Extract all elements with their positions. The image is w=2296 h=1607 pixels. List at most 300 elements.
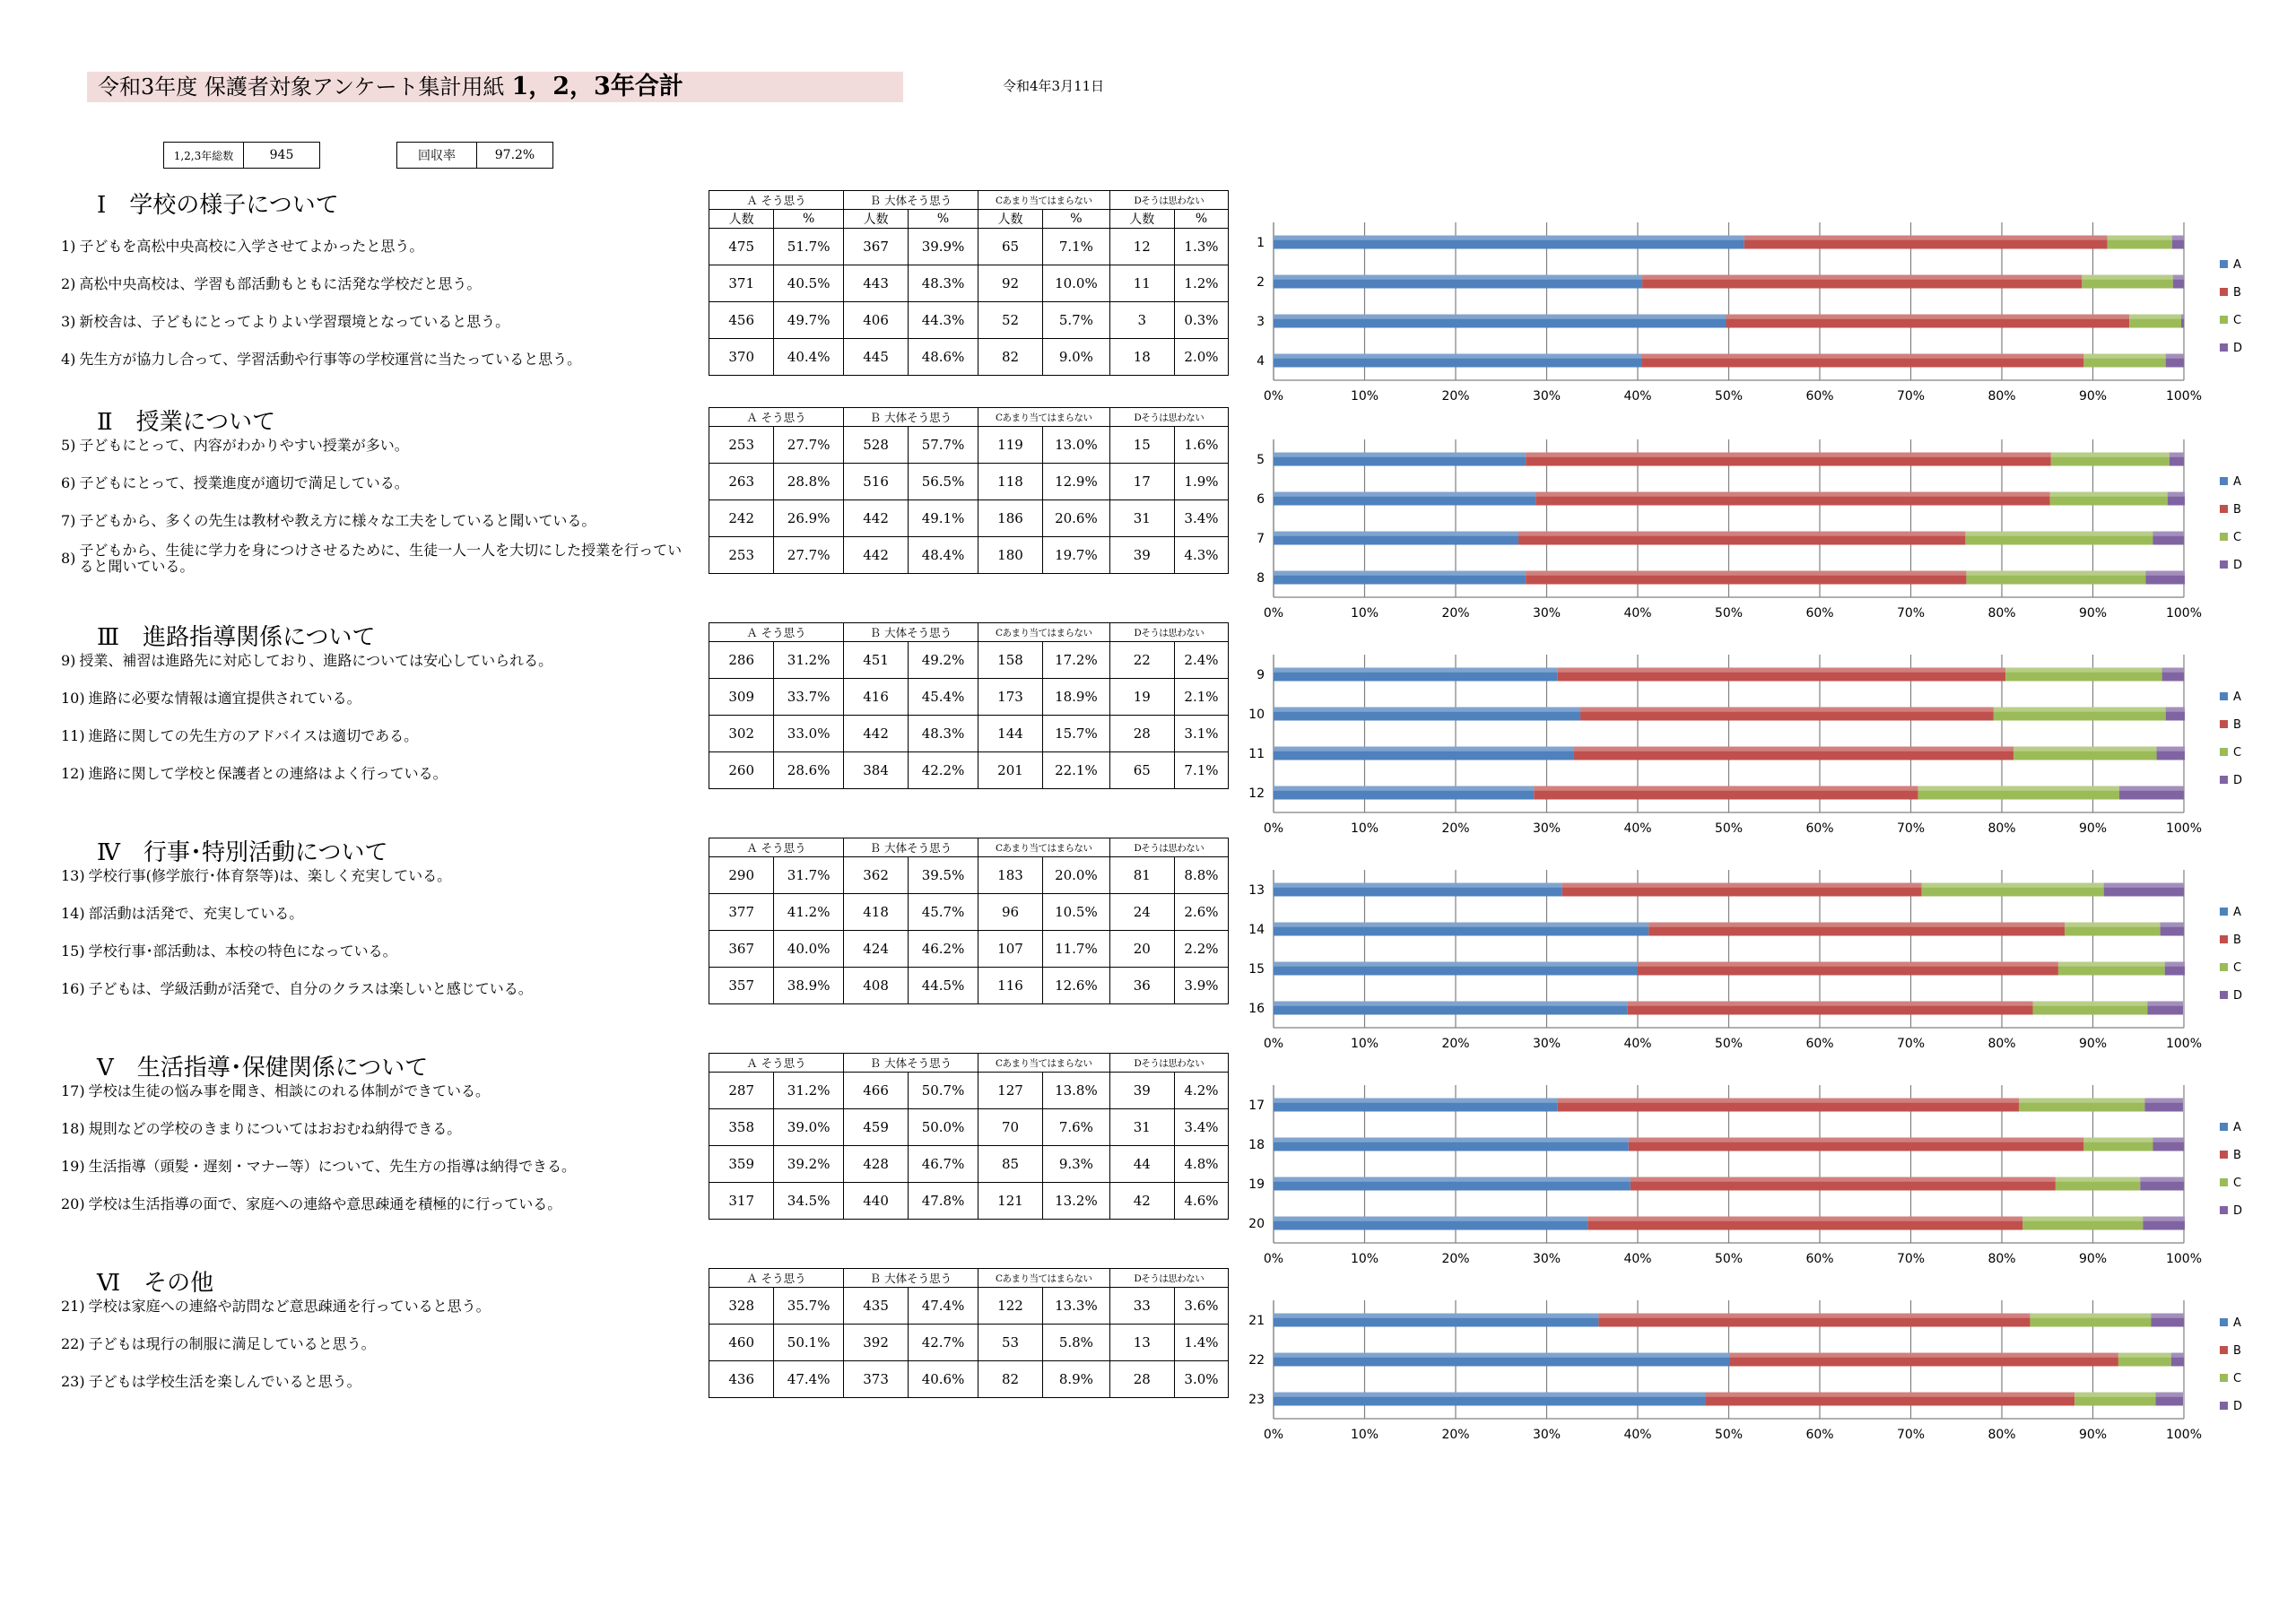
question-number: 16) bbox=[61, 980, 85, 997]
title-grades: 1，2，3年合計 bbox=[511, 73, 683, 100]
bar-highlight bbox=[2144, 1099, 2183, 1103]
bar-highlight bbox=[2147, 1002, 2183, 1006]
question-item bbox=[61, 857, 689, 895]
results-table bbox=[709, 407, 1229, 574]
question-number: 13) bbox=[61, 867, 85, 884]
bar-highlight bbox=[2108, 236, 2172, 240]
y-category-label: 5 bbox=[1257, 453, 1265, 467]
x-tick-label: 50% bbox=[1714, 1037, 1744, 1051]
x-tick-label: 20% bbox=[1441, 1428, 1470, 1442]
x-tick-label: 10% bbox=[1350, 1252, 1379, 1266]
bar-highlight bbox=[1918, 786, 2119, 791]
table-cell: 50.7% bbox=[909, 1073, 978, 1109]
header-a: Ａ そう思う bbox=[709, 1269, 844, 1288]
x-tick-label: 20% bbox=[1441, 1037, 1470, 1051]
table-row bbox=[709, 339, 1229, 376]
question-item bbox=[61, 1325, 689, 1363]
table-cell: 3 bbox=[1109, 302, 1174, 339]
question-text: 子どもにとって、内容がわかりやすい授業が多い。 bbox=[79, 437, 409, 454]
bar-highlight bbox=[1274, 275, 1642, 280]
legend-swatch-d bbox=[2220, 991, 2228, 999]
table-cell: 362 bbox=[843, 857, 908, 894]
bar-highlight bbox=[2140, 1177, 2184, 1182]
table-cell: 260 bbox=[709, 752, 774, 789]
bar-highlight bbox=[1274, 923, 1648, 927]
question-item bbox=[61, 265, 689, 303]
table-cell: 35.7% bbox=[774, 1288, 844, 1325]
stacked-bar-chart bbox=[1247, 861, 2243, 1064]
table-row bbox=[709, 265, 1229, 302]
table-cell: 122 bbox=[978, 1288, 1042, 1325]
bar-highlight bbox=[1994, 708, 2166, 712]
legend-label: D bbox=[2233, 774, 2243, 787]
bar-highlight bbox=[2033, 1002, 2148, 1006]
question-number: 6) bbox=[61, 474, 76, 491]
question-item bbox=[61, 228, 689, 265]
header-a: Ａ そう思う bbox=[709, 408, 844, 427]
bar-highlight bbox=[1274, 532, 1518, 536]
legend-swatch-a bbox=[2220, 260, 2228, 268]
bar-highlight bbox=[2013, 747, 2156, 751]
table-cell: 2.0% bbox=[1174, 339, 1228, 376]
table-cell: 2.6% bbox=[1174, 894, 1228, 931]
y-category-label: 20 bbox=[1248, 1217, 1265, 1231]
table-cell: 39.0% bbox=[774, 1109, 844, 1146]
question-text: 規則などの学校のきまりについてはおおむね納得できる。 bbox=[88, 1120, 462, 1137]
table-cell: 183 bbox=[978, 857, 1042, 894]
bar-highlight bbox=[1648, 923, 2065, 927]
pct-header: % bbox=[1174, 210, 1228, 229]
y-category-label: 10 bbox=[1248, 708, 1265, 722]
x-tick-label: 40% bbox=[1623, 1252, 1652, 1266]
bar-highlight bbox=[1922, 883, 2104, 888]
table-cell: 17 bbox=[1109, 464, 1174, 500]
table-cell: 26.9% bbox=[774, 500, 844, 537]
x-tick-label: 60% bbox=[1805, 606, 1834, 621]
question-number: 2) bbox=[61, 275, 76, 292]
pct-header: % bbox=[1043, 210, 1109, 229]
y-category-label: 21 bbox=[1248, 1314, 1265, 1328]
question-text: 授業、補習は進路先に対応しており、進路については安心していられる。 bbox=[79, 652, 553, 669]
header-b: Ｂ 大体そう思う bbox=[843, 838, 978, 857]
x-tick-label: 60% bbox=[1805, 1037, 1834, 1051]
table-cell: 436 bbox=[709, 1361, 774, 1398]
bar-highlight bbox=[1274, 962, 1638, 967]
y-category-label: 1 bbox=[1257, 236, 1265, 250]
page-title bbox=[87, 72, 903, 102]
table-cell: 31.2% bbox=[774, 1073, 844, 1109]
table-cell: 1.3% bbox=[1174, 229, 1228, 265]
bar-highlight bbox=[2104, 883, 2184, 888]
bar-highlight bbox=[1274, 883, 1562, 888]
table-cell: 253 bbox=[709, 427, 774, 464]
bar-highlight bbox=[2143, 1217, 2185, 1221]
bar-highlight bbox=[1274, 315, 1726, 319]
table-cell: 40.4% bbox=[774, 339, 844, 376]
table-cell: 57.7% bbox=[909, 427, 978, 464]
table-cell: 475 bbox=[709, 229, 774, 265]
legend-label: B bbox=[2233, 718, 2241, 732]
table-cell: 377 bbox=[709, 894, 774, 931]
header-row bbox=[709, 191, 1229, 210]
bar-highlight bbox=[2005, 668, 2162, 673]
x-tick-label: 40% bbox=[1623, 821, 1652, 836]
x-tick-label: 80% bbox=[1987, 606, 2016, 621]
table-cell: 19 bbox=[1109, 679, 1174, 716]
x-tick-label: 70% bbox=[1896, 1252, 1926, 1266]
pct-header: % bbox=[909, 210, 978, 229]
y-category-label: 17 bbox=[1248, 1099, 1265, 1113]
table-row bbox=[709, 679, 1229, 716]
table-cell: 22 bbox=[1109, 642, 1174, 679]
bar-highlight bbox=[2165, 962, 2185, 967]
bar-highlight bbox=[1558, 1099, 2020, 1103]
bar-highlight bbox=[1274, 1353, 1730, 1358]
table-cell: 2.4% bbox=[1174, 642, 1228, 679]
legend-swatch-c bbox=[2220, 1374, 2228, 1382]
x-tick-label: 70% bbox=[1896, 606, 1926, 621]
table-cell: 442 bbox=[843, 537, 908, 574]
x-tick-label: 0% bbox=[1263, 389, 1284, 404]
table-cell: 39.5% bbox=[909, 857, 978, 894]
bar-highlight bbox=[2074, 1393, 2155, 1397]
question-item bbox=[61, 642, 689, 680]
x-tick-label: 100% bbox=[2165, 389, 2203, 404]
legend-swatch-a bbox=[2220, 908, 2228, 916]
table-cell: 15 bbox=[1109, 427, 1174, 464]
question-text: 子どもは学校生活を楽しんでいると思う。 bbox=[88, 1373, 361, 1390]
bar-highlight bbox=[1274, 236, 1744, 240]
bar-highlight bbox=[1526, 453, 2051, 457]
bar-highlight bbox=[1631, 1177, 2056, 1182]
table-cell: 116 bbox=[978, 968, 1042, 1004]
x-tick-label: 90% bbox=[2078, 1428, 2108, 1442]
question-text: 進路に必要な情報は適宜提供されている。 bbox=[88, 690, 361, 707]
x-tick-label: 10% bbox=[1350, 821, 1379, 836]
table-cell: 359 bbox=[709, 1146, 774, 1183]
bar-highlight bbox=[2118, 1353, 2171, 1358]
stacked-bar-chart bbox=[1247, 1076, 2243, 1279]
count-header: 人数 bbox=[843, 210, 908, 229]
question-number: 11) bbox=[61, 727, 85, 744]
bar-highlight bbox=[1526, 571, 1966, 576]
x-tick-label: 10% bbox=[1350, 1428, 1379, 1442]
table-cell: 456 bbox=[709, 302, 774, 339]
table-cell: 46.7% bbox=[909, 1146, 978, 1183]
table-row bbox=[709, 464, 1229, 500]
table-row bbox=[709, 1183, 1229, 1220]
question-text: 子どもから、生徒に学力を身につけさせるために、生徒一人一人を大切にした授業を行っていると聞いている。 bbox=[79, 542, 683, 575]
table-cell: 18 bbox=[1109, 339, 1174, 376]
table-cell: 51.7% bbox=[774, 229, 844, 265]
bar-highlight bbox=[1642, 275, 2082, 280]
question-item bbox=[61, 755, 689, 793]
bar-highlight bbox=[2129, 315, 2181, 319]
bar-highlight bbox=[1580, 708, 1994, 712]
question-number: 19) bbox=[61, 1158, 85, 1175]
header-c: Cあまり当てはまらない bbox=[978, 191, 1109, 210]
y-category-label: 23 bbox=[1248, 1393, 1265, 1407]
x-tick-label: 0% bbox=[1263, 1252, 1284, 1266]
x-tick-label: 50% bbox=[1714, 1428, 1744, 1442]
table-cell: 40.6% bbox=[909, 1361, 978, 1398]
legend-swatch-a bbox=[2220, 692, 2228, 700]
table-cell: 39.9% bbox=[909, 229, 978, 265]
y-category-label: 2 bbox=[1257, 275, 1265, 290]
x-tick-label: 90% bbox=[2078, 1252, 2108, 1266]
stacked-bar-chart bbox=[1247, 1291, 2243, 1455]
table-cell: 65 bbox=[1109, 752, 1174, 789]
table-cell: 0.3% bbox=[1174, 302, 1228, 339]
table-cell: 201 bbox=[978, 752, 1042, 789]
results-table bbox=[709, 622, 1229, 789]
legend-label: C bbox=[2233, 1177, 2242, 1190]
bar-highlight bbox=[1628, 1002, 2033, 1006]
table-row bbox=[709, 1109, 1229, 1146]
bar-highlight bbox=[1274, 1002, 1628, 1006]
x-tick-label: 0% bbox=[1263, 1037, 1284, 1051]
y-category-label: 22 bbox=[1248, 1353, 1265, 1368]
legend-swatch-b bbox=[2220, 1346, 2228, 1354]
table-row bbox=[709, 1146, 1229, 1183]
header-row bbox=[709, 1054, 1229, 1073]
header-row bbox=[709, 1269, 1229, 1288]
table-cell: 1.2% bbox=[1174, 265, 1228, 302]
bar-highlight bbox=[1638, 962, 2058, 967]
table-cell: 48.6% bbox=[909, 339, 978, 376]
table-cell: 13.2% bbox=[1043, 1183, 1109, 1220]
table-cell: 33.7% bbox=[774, 679, 844, 716]
pct-header: % bbox=[774, 210, 844, 229]
table-cell: 42 bbox=[1109, 1183, 1174, 1220]
question-text: 進路に関して学校と保護者との連絡はよく行っている。 bbox=[88, 765, 448, 782]
count-header: 人数 bbox=[978, 210, 1042, 229]
bar-highlight bbox=[2051, 453, 2170, 457]
legend-label: D bbox=[2233, 989, 2243, 1003]
table-cell: 121 bbox=[978, 1183, 1042, 1220]
table-cell: 82 bbox=[978, 1361, 1042, 1398]
table-cell: 12 bbox=[1109, 229, 1174, 265]
table-cell: 367 bbox=[709, 931, 774, 968]
x-tick-label: 100% bbox=[2165, 1428, 2203, 1442]
table-cell: 49.7% bbox=[774, 302, 844, 339]
section-title: Ⅵ その他 bbox=[97, 1270, 214, 1297]
y-category-label: 19 bbox=[1248, 1177, 1265, 1192]
section-title: Ⅳ 行事･特別活動について bbox=[97, 839, 388, 866]
bar-highlight bbox=[2019, 1099, 2144, 1103]
x-tick-label: 70% bbox=[1896, 389, 1926, 404]
question-item bbox=[61, 1363, 689, 1401]
total-count-box bbox=[163, 142, 320, 169]
table-cell: 52 bbox=[978, 302, 1042, 339]
x-tick-label: 100% bbox=[2165, 1037, 2203, 1051]
x-tick-label: 70% bbox=[1896, 1037, 1926, 1051]
table-cell: 290 bbox=[709, 857, 774, 894]
bar-highlight bbox=[2119, 786, 2184, 791]
question-text: 子どもを高松中央高校に入学させてよかったと思う。 bbox=[79, 238, 424, 255]
legend-swatch-b bbox=[2220, 935, 2228, 943]
total-count-label: 1,2,3年総数 bbox=[164, 143, 244, 168]
table-cell: 1.4% bbox=[1174, 1325, 1228, 1361]
table-cell: 49.2% bbox=[909, 642, 978, 679]
header-a: Ａ そう思う bbox=[709, 191, 844, 210]
x-tick-label: 30% bbox=[1532, 1428, 1561, 1442]
question-text: 部活動は活発で、充実している。 bbox=[88, 905, 304, 922]
table-cell: 144 bbox=[978, 716, 1042, 752]
header-c: Cあまり当てはまらない bbox=[978, 408, 1109, 427]
question-number: 7) bbox=[61, 512, 76, 529]
table-cell: 408 bbox=[843, 968, 908, 1004]
table-cell: 442 bbox=[843, 716, 908, 752]
table-cell: 1.6% bbox=[1174, 427, 1228, 464]
legend-swatch-c bbox=[2220, 748, 2228, 756]
legend-label: B bbox=[2233, 1149, 2241, 1162]
table-row bbox=[709, 1288, 1229, 1325]
bar-highlight bbox=[2166, 708, 2185, 712]
table-cell: 370 bbox=[709, 339, 774, 376]
response-rate-label: 回収率 bbox=[397, 143, 477, 168]
question-item bbox=[61, 1073, 689, 1110]
table-cell: 3.4% bbox=[1174, 1109, 1228, 1146]
legend-swatch-c bbox=[2220, 316, 2228, 324]
x-tick-label: 90% bbox=[2078, 1037, 2108, 1051]
question-text: 子どもは、学級活動が活発で、自分のクラスは楽しいと感じている。 bbox=[88, 980, 533, 997]
bar-highlight bbox=[2083, 1138, 2152, 1142]
x-tick-label: 90% bbox=[2078, 389, 2108, 404]
table-cell: 31.2% bbox=[774, 642, 844, 679]
results-table bbox=[709, 1053, 1229, 1220]
table-cell: 48.3% bbox=[909, 716, 978, 752]
question-number: 14) bbox=[61, 905, 85, 922]
x-tick-label: 80% bbox=[1987, 1252, 2016, 1266]
table-cell: 42.2% bbox=[909, 752, 978, 789]
table-cell: 65 bbox=[978, 229, 1042, 265]
table-cell: 357 bbox=[709, 968, 774, 1004]
table-cell: 253 bbox=[709, 537, 774, 574]
table-cell: 28 bbox=[1109, 716, 1174, 752]
bar-highlight bbox=[1587, 1217, 2022, 1221]
question-text: 学校行事(修学旅行･体育祭等)は、楽しく充実している。 bbox=[88, 867, 452, 884]
table-cell: 8.9% bbox=[1043, 1361, 1109, 1398]
question-item bbox=[61, 717, 689, 755]
question-text: 学校は家庭への連絡や訪問など意思疎通を行っていると思う。 bbox=[88, 1298, 491, 1315]
bar-highlight bbox=[1562, 883, 1922, 888]
bar-highlight bbox=[1574, 747, 2013, 751]
y-category-label: 9 bbox=[1257, 668, 1265, 682]
table-cell: 460 bbox=[709, 1325, 774, 1361]
table-cell: 3.4% bbox=[1174, 500, 1228, 537]
table-cell: 33.0% bbox=[774, 716, 844, 752]
y-category-label: 15 bbox=[1248, 962, 1265, 977]
table-cell: 82 bbox=[978, 339, 1042, 376]
stacked-bar-chart bbox=[1247, 646, 2243, 848]
question-text: 学校は生活指導の面で、家庭への連絡や意思疎通を積極的に行っている。 bbox=[88, 1195, 562, 1212]
bar-highlight bbox=[1274, 453, 1526, 457]
table-cell: 3.0% bbox=[1174, 1361, 1228, 1398]
x-tick-label: 80% bbox=[1987, 1428, 2016, 1442]
table-cell: 34.5% bbox=[774, 1183, 844, 1220]
legend-swatch-a bbox=[2220, 477, 2228, 485]
table-cell: 50.1% bbox=[774, 1325, 844, 1361]
x-tick-label: 100% bbox=[2165, 606, 2203, 621]
bar-highlight bbox=[2157, 747, 2185, 751]
question-item bbox=[61, 540, 689, 578]
x-tick-label: 100% bbox=[2165, 1252, 2203, 1266]
table-cell: 5.8% bbox=[1043, 1325, 1109, 1361]
table-cell: 416 bbox=[843, 679, 908, 716]
question-text: 学校は生徒の悩み事を聞き、相談にのれる体制ができている。 bbox=[88, 1082, 490, 1099]
section-title: Ⅴ 生活指導･保健関係について bbox=[97, 1055, 429, 1081]
legend-label: D bbox=[2233, 342, 2243, 355]
section-title: Ⅰ 学校の様子について bbox=[97, 192, 339, 219]
table-cell: 13.8% bbox=[1043, 1073, 1109, 1109]
y-category-label: 7 bbox=[1257, 532, 1265, 546]
header-d: Dそうは思わない bbox=[1109, 838, 1228, 857]
table-cell: 367 bbox=[843, 229, 908, 265]
bar-highlight bbox=[1629, 1138, 2084, 1142]
table-cell: 40.5% bbox=[774, 265, 844, 302]
question-item bbox=[61, 1148, 689, 1186]
question-number: 4) bbox=[61, 351, 76, 368]
bar-highlight bbox=[2168, 492, 2185, 497]
legend-label: A bbox=[2233, 1316, 2241, 1330]
x-tick-label: 10% bbox=[1350, 389, 1379, 404]
table-cell: 45.4% bbox=[909, 679, 978, 716]
table-cell: 17.2% bbox=[1043, 642, 1109, 679]
legend-swatch-b bbox=[2220, 505, 2228, 513]
bar-highlight bbox=[2022, 1217, 2143, 1221]
question-item bbox=[61, 1110, 689, 1148]
bar-highlight bbox=[2151, 1314, 2184, 1318]
bar-highlight bbox=[2152, 532, 2184, 536]
table-cell: 180 bbox=[978, 537, 1042, 574]
legend-label: C bbox=[2233, 1372, 2242, 1385]
header-a: Ａ そう思う bbox=[709, 623, 844, 642]
x-tick-label: 60% bbox=[1805, 821, 1834, 836]
table-cell: 451 bbox=[843, 642, 908, 679]
bar-highlight bbox=[2056, 1177, 2140, 1182]
x-tick-label: 30% bbox=[1532, 389, 1561, 404]
header-b: Ｂ 大体そう思う bbox=[843, 1269, 978, 1288]
table-cell: 36 bbox=[1109, 968, 1174, 1004]
legend-label: B bbox=[2233, 503, 2241, 517]
x-tick-label: 0% bbox=[1263, 606, 1284, 621]
legend-swatch-a bbox=[2220, 1318, 2228, 1326]
header-c: Cあまり当てはまらない bbox=[978, 1269, 1109, 1288]
table-row bbox=[709, 894, 1229, 931]
table-cell: 18.9% bbox=[1043, 679, 1109, 716]
bar-highlight bbox=[1274, 1099, 1558, 1103]
table-cell: 70 bbox=[978, 1109, 1042, 1146]
table-cell: 56.5% bbox=[909, 464, 978, 500]
question-number: 23) bbox=[61, 1373, 85, 1390]
x-tick-label: 40% bbox=[1623, 1037, 1652, 1051]
bar-highlight bbox=[2166, 354, 2184, 359]
x-tick-label: 30% bbox=[1532, 1037, 1561, 1051]
x-tick-label: 30% bbox=[1532, 821, 1561, 836]
question-item bbox=[61, 1186, 689, 1223]
bar-highlight bbox=[2156, 1393, 2183, 1397]
x-tick-label: 20% bbox=[1441, 821, 1470, 836]
results-table bbox=[709, 838, 1229, 1004]
y-category-label: 18 bbox=[1248, 1138, 1265, 1152]
legend-label: D bbox=[2233, 1400, 2243, 1413]
bar-highlight bbox=[1966, 571, 2145, 576]
table-cell: 373 bbox=[843, 1361, 908, 1398]
table-row bbox=[709, 229, 1229, 265]
table-cell: 47.4% bbox=[774, 1361, 844, 1398]
x-tick-label: 50% bbox=[1714, 606, 1744, 621]
